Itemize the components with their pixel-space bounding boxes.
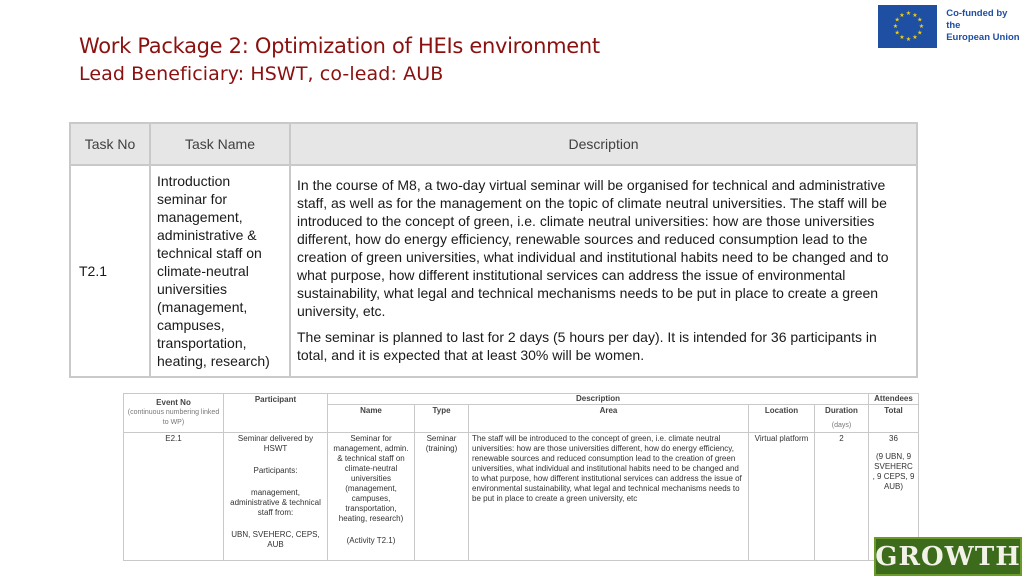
location-cell: Virtual platform [749,433,815,561]
type-cell: Seminar (training) [415,433,469,561]
total-line-1: 36 [889,434,898,443]
event-table [123,393,919,561]
header-participant: Participant [224,394,328,433]
header-attendees: Attendees [869,394,919,405]
description-paragraph-1: In the course of M8, a two-day virtual seminar will be organised for technical and administrative staff, as well as for the management on the topic of climate neutral universities. The staff will be introduced to the concept of green, i.e. climate neutral universities: how are those universities different, how do energy efficiency, renewable sources and reduced consumption lead to the creation of green universities, what individual and institutional habits need to be changed and to what purpose, how different institutional services can address the issue of environmental sustainability, what legal and technical mechanisms needs to be put in place to create a green university, etc. [297,177,889,319]
svg-text:★: ★ [912,11,918,19]
header-event-no [124,394,224,433]
header-days: (days) [831,422,852,429]
header-name: Name [328,405,415,433]
participant-line-1: Seminar delivered by HSWT [237,434,314,453]
name-line-2: (Activity T2.1) [346,536,396,545]
duration-cell: 2 [815,433,869,561]
growth-logo [874,537,1022,576]
header-event-note: (continuous numbering linked to WP) [127,409,220,426]
description-paragraph-2: The seminar is planned to last for 2 days (5 hours per day). It is intended for 36 participants in total, and it is expected that at least 30% will be women. [297,329,877,363]
eu-logo-line1: Co-funded by the [946,8,1008,31]
header-task-name: Task Name [150,123,290,165]
header-duration-label: Duration [825,406,858,415]
svg-text:★: ★ [899,33,905,41]
svg-text:★: ★ [917,29,923,36]
svg-text:★: ★ [905,9,912,17]
header-location: Location [749,405,815,433]
header-area: Area [469,405,749,433]
header-duration [815,405,869,433]
svg-text:★: ★ [918,22,925,30]
name-line-1: Seminar for management, admin. & technical staff on climate-neutral universities (management, campuses, transportation, heating, research) [333,434,409,523]
header-event-no-label: Event No [156,398,191,407]
header-task-no: Task No [70,123,150,165]
eu-cofunded-logo [878,4,1022,48]
svg-text:★: ★ [892,22,899,30]
participant-line-4: UBN, SVEHERC, CEPS, AUB [231,530,320,549]
header-type: Type [415,405,469,433]
eu-flag-icon [878,5,937,48]
svg-text:★: ★ [917,16,923,23]
svg-text:★: ★ [894,29,900,36]
svg-text:★: ★ [912,33,918,41]
participant-line-2: Participants: [253,466,298,475]
area-cell: The staff will be introduced to the concept of green, i.e. climate neutral universities: how are those universities different, how do energy efficiency, renewable sources and reduced consumption lead to the creation of green universities, what individual and institutional habits need to be changed and to what purpose, how different institutional services can address the issue of environmental sustainability, what legal and technical mechanisms needs to be put in place to create a green university, etc [469,433,749,561]
table-row [124,433,919,561]
table-row [70,165,917,377]
header-total: Total [869,405,919,433]
growth-logo-text: GROWTH [875,541,1021,572]
task-no-cell: T2.1 [70,165,150,377]
page-title: Work Package 2: Optimization of HEIs environment [79,34,600,58]
participant-cell [224,433,328,561]
participant-line-3: management, administrative & technical staff from: [230,488,321,517]
svg-text:★: ★ [899,11,905,19]
task-name-cell: Introduction seminar for management, administrative & technical staff on climate-neutral universities (management, campuses, transportation, heating, research) [150,165,290,377]
svg-text:★: ★ [905,35,912,43]
task-table [69,122,918,378]
name-cell [328,433,415,561]
page-subtitle: Lead Beneficiary: HSWT, co-lead: AUB [79,63,444,85]
header-description: Description [328,394,869,405]
eu-logo-line2: European Union [946,32,1020,43]
task-description-cell [290,165,917,377]
event-no-cell: E2.1 [124,433,224,561]
total-line-2: (9 UBN, 9 SVEHERC , 9 CEPS, 9 AUB) [872,452,915,491]
header-description: Description [290,123,917,165]
svg-text:★: ★ [894,16,900,23]
